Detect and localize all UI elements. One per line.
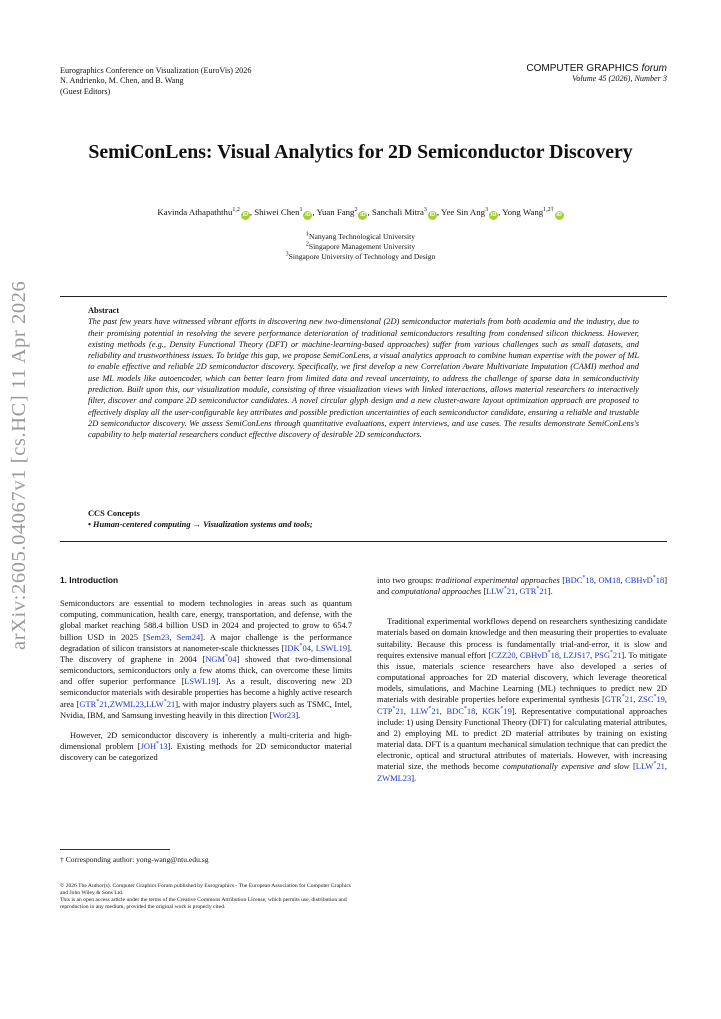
journal-prefix: COMPUTER GRAPHICS [526, 63, 642, 74]
citation-link[interactable]: LLW*21 [486, 586, 516, 597]
author: Yuan Fang$^2$iD [316, 207, 366, 218]
author: Shiwei Chen$^1$iD [254, 207, 311, 218]
footnote-rule [60, 849, 170, 850]
paragraph: However, 2D semiconductor discovery is inherently a multi-criteria and high-dimensional problem [JOH*13]. Existing methods for 2D semiconductor material discovery can be categorized [60, 729, 352, 763]
editors-note: (Guest Editors) [60, 86, 111, 96]
orcid-icon[interactable]: iD [556, 212, 562, 218]
citation-link[interactable]: OM18 [598, 575, 621, 585]
venue-header [60, 66, 251, 97]
license-line: This is an open access article under the terms of the Creative Commons Attribution License, which permits use, distribution and reproduction in any medium, provided the original work is properly cited. [60, 897, 347, 910]
citation-link[interactable]: CBHvD*18 [519, 649, 560, 660]
author: Yee Sin Ang$^3$iD [440, 207, 497, 218]
abstract-block [88, 305, 639, 441]
orcid-icon[interactable]: iD [490, 212, 497, 218]
orcid-icon[interactable]: iD [360, 212, 366, 218]
orcid-icon[interactable]: iD [242, 212, 249, 218]
journal-name [526, 64, 667, 74]
venue-line: Eurographics Conference on Visualization (EuroVis) 2026 [60, 66, 252, 75]
citation-link[interactable]: ZWML23 [377, 772, 412, 783]
affiliation: $^2$Singapore Management University [305, 241, 416, 251]
citation-link[interactable]: Sem23 [145, 631, 170, 642]
citation-link[interactable]: ZSC*19 [637, 694, 665, 705]
affiliation: $^1$Nanyang Technological University [305, 231, 416, 241]
top-divider [60, 296, 667, 297]
arxiv-stamp[interactable]: arXiv:2605.04067v1 [cs.HC] 11 Apr 2026 [8, 280, 30, 650]
ccs-heading: CCS Concepts [88, 509, 140, 518]
orcid-icon[interactable]: iD [429, 212, 436, 218]
left-column [60, 575, 352, 763]
citation-link[interactable]: LLW*21 [635, 761, 665, 772]
citation-link[interactable]: BDC*18 [446, 705, 476, 716]
abstract-heading: Abstract [88, 306, 120, 315]
author: Sanchali Mitra$^3$iD [371, 207, 436, 218]
section-heading: 1. Introduction [60, 575, 119, 585]
author: Kavinda Athapaththu$^{1,2}$iD [157, 207, 249, 218]
author: Yong Wang$^{1,2\dagger}$iD [502, 207, 562, 218]
citation-link[interactable]: PSG*21 [594, 649, 622, 660]
paragraph: into two groups: traditional experimental approaches [BDC*18, OM18, CBHvD*18] and computational approaches [LLW*21, GTR*21]. [377, 575, 668, 597]
citation-link[interactable]: GTR*21 [79, 698, 108, 709]
citation-link[interactable]: CZZ20 [491, 649, 516, 660]
citation-link[interactable]: GTR*21 [519, 586, 548, 597]
editors-line: N. Andrienko, M. Chen, and B. Wang [60, 76, 184, 86]
citation-link[interactable]: KGK*19 [482, 705, 512, 716]
author-list: Kavinda Athapaththu$^{1,2}$iD , Shiwei Chen$^1$iD , Yuan Fang$^2$iD , Sanchali Mitra$^3$iD , Yee Sin Ang$^3$iD , Yong Wang$^{1,2\dagger}$iD [157, 207, 562, 218]
paragraph: Semiconductors are essential to modern technologies in areas such as quantum computing, communication, health care, energy, transportation, and defense, with the global market reaching 588.4 billion USD in 2024 and projected to grow to 654.7 billion USD in 2025 [Sem23, Sem24]. A major challenge is the performance degradation of silicon transistors at nanometer-scale thicknesses [IDK*04, LSWL19]. The discovery of graphene in 2004 [NGM*04] showed that two-dimensional semiconductors, semiconductors only a few atoms thick, can overcome these limits and offer superior performance [LSWL19]. As a result, discovering new 2D semiconductor materials with desirable properties has become a highly active research area [GTR*21,ZWML23,LLW*21], with major industry players such as TSMC, Intel, Nvidia, IBM, and Samsung investing heavily in this direction [Wor23]. [60, 598, 353, 720]
copyright-line: © 2026 The Author(s). Computer Graphics Forum published by Eurographics - The European Association for Computer Graphics and John Wiley & Sons Ltd. [60, 883, 351, 896]
bottom-divider [60, 541, 667, 542]
ccs-block [88, 508, 639, 531]
journal-header [526, 64, 667, 85]
volume-line: Volume 45 (2026), Number 3 [572, 74, 667, 84]
journal-italic: forum [641, 63, 667, 74]
citation-link[interactable]: ZWML23 [109, 698, 145, 709]
citation-link[interactable]: LSWL19 [315, 642, 348, 653]
paragraph: Traditional experimental workflows depend on researchers synthesizing candidate materials based on domain knowledge and then measuring their properties to evaluate suitability. Because this process is fundamentally trial-and-error, it is slow and requires extensive manual effort [CZZ20, CBHvD*18, LZJS17, PSG*21]. To mitigate this issue, materials science researchers have also developed a series of computational approaches for 2D material discovery, which leverage theoretical models, simulations, and Machine Learning (ML) techniques to predict new 2D materials with desirable properties before experimental synthesis [GTR*21, ZSC*19, CTP*21, LLW*21, BDC*18, KGK*19]. Representative computational approaches include: 1) using Density Functional Theory (DFT) for calculating material attributes, and 2) employing ML to predict 2D material attributes by training on existing material data. DFT is a quantum mechanical simulation technique that can predict the electronic, optical and structural attributes of materials. However, with increasing material size, the methods become computationally expensive and slow [LLW*21, ZWML23]. [377, 616, 668, 783]
citation-link[interactable]: GTR*21 [604, 694, 634, 705]
affiliation-list [0, 232, 721, 262]
citation-link[interactable]: BDC*18 [565, 575, 594, 585]
citation-link[interactable]: LLW*21 [410, 705, 440, 716]
footnote: † Corresponding author: yong-wang@ntu.edu.sg [60, 855, 209, 864]
right-column [377, 575, 667, 784]
orcid-icon[interactable]: iD [305, 212, 311, 218]
citation-link[interactable]: LSWL19 [184, 676, 216, 687]
citation-link[interactable]: CBHvD*18 [625, 575, 665, 585]
citation-link[interactable]: IDK*04 [284, 642, 311, 653]
citation-link[interactable]: Sem24 [176, 631, 201, 642]
paper-title: SemiConLens: Visual Analytics for 2D Semiconductor Discovery [88, 141, 633, 163]
ccs-concepts: • Human-centered computing → Visualization systems and tools; [88, 520, 313, 530]
affiliation: $^3$Singapore University of Technology and Design [285, 251, 436, 261]
citation-link[interactable]: CTP*21 [377, 705, 404, 716]
citation-link[interactable]: LZJS17 [563, 649, 591, 660]
abstract-text: The past few years have witnessed vibrant efforts in discovering new two-dimensional (2D) semiconductor materials from both academia and the industry, due to their promising potential in resolving the severe performance deterioration of traditional semiconductors resulting from condensed silicon thickness. However, existing methods (e.g., Density Functional Theory (DFT) or machine-learning-based approaches) suffer from various challenges such as small datasets, and reliability and trustworthiness issues. To bridge this gap, we propose SemiConLens, a visual analytics approach to combine human expertise with the power of ML to enable effective and reliable 2D semiconductor discovery. Specifically, we first develop a new Correlation Aware Multivariate Imputation (CAMI) method and use ML models like autoencoder, which can better learn from limited data and reveal uncertainty, to address the challenge of sparse data in semiconductivity prediction. Built upon this, our visualization module, consisting of three visualization views with linked interactions, allows material researchers to interactively filter, discover and compare 2D semiconductor candidates. A novel circular glyph design and a new cluster-aware layout optimization approach are proposed to effectively display all the user-configurable key attributes and possible prediction uncertainties of each semiconductor candidate, ensuring a reliable and trustable 2D semiconductor discovery. We assess SemiConLens through quantitative evaluations, expert interviews, and use cases. The results demonstrate SemiConLens's capability to help material researchers conduct effective discovery of desirable 2D semiconductors. [88, 317, 639, 440]
citation-link[interactable]: NGM*04 [205, 653, 237, 664]
citation-link[interactable]: Wor23 [272, 709, 296, 720]
citation-link[interactable]: JOH*13 [140, 741, 168, 752]
copyright-block [60, 883, 352, 911]
citation-link[interactable]: LLW*21 [146, 698, 176, 709]
